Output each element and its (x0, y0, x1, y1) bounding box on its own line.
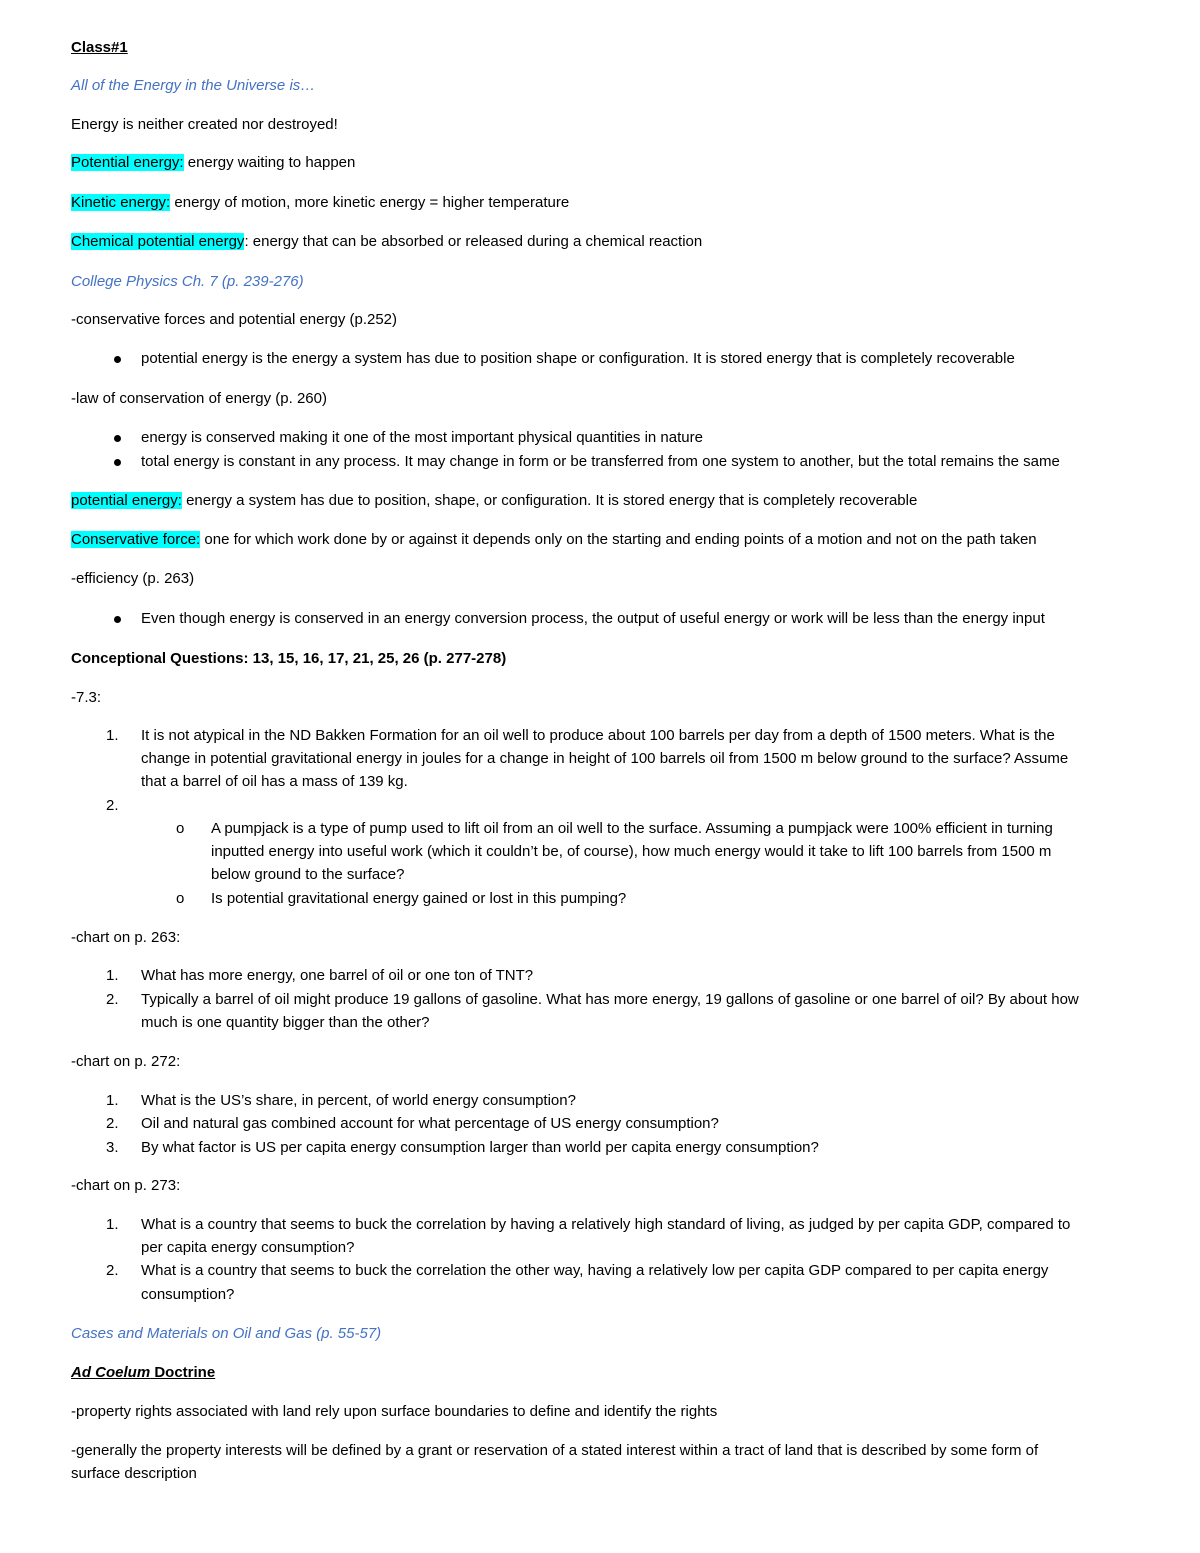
list-item: potential energy is the energy a system has due to position shape or configuration. It is stored energy that is completely recoverable (141, 350, 1015, 367)
chart-263-topic: -chart on p. 263: (71, 929, 181, 946)
term-highlight: Kinetic energy: (71, 194, 171, 211)
potential-energy-definition: Potential energy: energy waiting to happen (71, 154, 356, 171)
list-item-line: A pumpjack is a type of pump used to lift oil from an oil well to the surface. Assuming a pumpjack were 100% efficient in turning (211, 820, 1053, 837)
property-rights-note: -property rights associated with land rely upon surface boundaries to define and identify the rights (71, 1403, 718, 1420)
list-item: Even though energy is conserved in an energy conversion process, the output of useful energy or work will be less than the energy input (141, 610, 1045, 627)
energy-statement: Energy is neither created nor destroyed! (71, 116, 338, 133)
law-conservation-topic: -law of conservation of energy (p. 260) (71, 390, 327, 407)
list-item-line: It is not atypical in the ND Bakken Formation for an oil well to produce about 100 barrels per day from a depth of 1500 meters. What is the (141, 727, 1055, 744)
list-number: 2. (106, 1115, 119, 1132)
term-highlight: Chemical potential energy (71, 233, 245, 250)
list-number: 1. (106, 1216, 119, 1233)
section-7-3: -7.3: (71, 689, 102, 706)
list-number: 1. (106, 727, 119, 744)
chart-273-topic: -chart on p. 273: (71, 1177, 181, 1194)
term-highlight: Potential energy: (71, 154, 184, 171)
list-number: 2. (106, 797, 119, 814)
conceptional-questions: Conceptional Questions: 13, 15, 16, 17, 21, 25, 26 (p. 277-278) (71, 650, 507, 667)
list-item-line: much is one quantity bigger than the other? (141, 1014, 430, 1031)
list-number: 3. (106, 1139, 119, 1156)
efficiency-topic: -efficiency (p. 263) (71, 570, 195, 587)
list-item-line: that a barrel of oil has a mass of 139 kg. (141, 773, 408, 790)
section-heading-cases: Cases and Materials on Oil and Gas (p. 55-57) (71, 1325, 382, 1342)
list-item-line: change in potential gravitational energy in joules for a change in height of 100 barrels oil from 1500 m below ground to the surface? Assume (141, 750, 1069, 767)
conservative-force-definition: Conservative force: one for which work done by or against it depends only on the starting and ending points of a motion and not on the path taken (71, 531, 1037, 548)
list-number: 1. (106, 967, 119, 984)
list-item-line: inputted energy into useful work (which it couldn’t be, of course), how much energy would it take to lift 100 barrels from 1500 m (211, 843, 1052, 860)
list-item-line: What is a country that seems to buck the correlation the other way, having a relatively low per capita GDP compared to per capita energy (141, 1262, 1049, 1279)
property-interests-note: -generally the property interests will be defined by a grant or reservation of a stated interest within a tract of land that is described by some form of (71, 1442, 1039, 1459)
list-item-line: per capita energy consumption? (141, 1239, 355, 1256)
bullet-icon (114, 459, 121, 466)
chemical-energy-definition: Chemical potential energy: energy that can be absorbed or released during a chemical reaction (71, 233, 703, 250)
chart-272-topic: -chart on p. 272: (71, 1053, 181, 1070)
list-item: total energy is constant in any process. It may change in form or be transferred from one system to another, but the total remains the same (141, 453, 1060, 470)
list-item: What has more energy, one barrel of oil or one ton of TNT? (141, 967, 534, 984)
class-title: Class#1 (71, 39, 128, 56)
section-heading-energy-universe: All of the Energy in the Universe is… (71, 77, 316, 94)
bullet-icon (114, 356, 121, 363)
list-item-line: Typically a barrel of oil might produce 19 gallons of gasoline. What has more energy, 19 gallons of gasoline or one barrel of oil? By about how (141, 991, 1079, 1008)
bullet-icon (114, 435, 121, 442)
list-item-line: below ground to the surface? (211, 866, 405, 883)
potential-energy-definition-2: potential energy: energy a system has due to position, shape, or configuration. It is stored energy that is completely recoverable (71, 492, 918, 509)
ad-coelum-heading: Ad Coelum Doctrine (71, 1364, 216, 1381)
list-item-line: consumption? (141, 1286, 235, 1303)
list-item: Is potential gravitational energy gained or lost in this pumping? (211, 890, 627, 907)
section-heading-physics: College Physics Ch. 7 (p. 239-276) (71, 273, 304, 290)
list-item: Oil and natural gas combined account for what percentage of US energy consumption? (141, 1115, 719, 1132)
list-number: 2. (106, 991, 119, 1008)
kinetic-energy-definition: Kinetic energy: energy of motion, more kinetic energy = higher temperature (71, 194, 570, 211)
sub-bullet-icon: o (176, 820, 185, 837)
list-number: 2. (106, 1262, 119, 1279)
term-highlight: potential energy: (71, 492, 182, 509)
conservative-forces-topic: -conservative forces and potential energy (p.252) (71, 311, 398, 328)
list-item: By what factor is US per capita energy consumption larger than world per capita energy consumption? (141, 1139, 819, 1156)
list-item-line: What is a country that seems to buck the correlation by having a relatively high standard of living, as judged by per capita GDP, compared to (141, 1216, 1071, 1233)
list-item: energy is conserved making it one of the most important physical quantities in nature (141, 429, 703, 446)
list-number: 1. (106, 1092, 119, 1109)
list-item: What is the US’s share, in percent, of world energy consumption? (141, 1092, 576, 1109)
bullet-icon (114, 616, 121, 623)
sub-bullet-icon: o (176, 890, 185, 907)
property-interests-note-cont: surface description (71, 1465, 197, 1482)
term-highlight: Conservative force: (71, 531, 201, 548)
